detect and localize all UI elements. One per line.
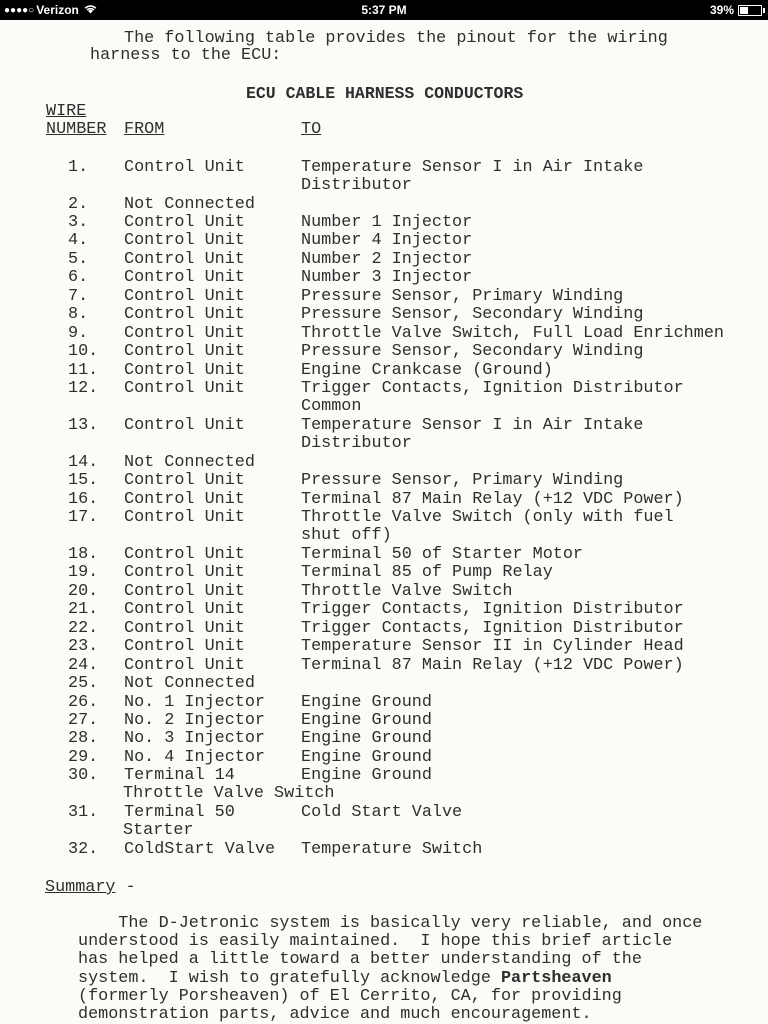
wire-number: 3. (68, 213, 89, 232)
wire-to: Terminal 50 of Starter Motor (301, 545, 583, 564)
para-line-3: has helped a little toward a better understanding of the (78, 950, 642, 970)
wire-to: Temperature Sensor II in Cylinder Head (301, 637, 684, 656)
wire-number: 11. (68, 361, 99, 380)
wire-from: Control Unit (124, 268, 245, 287)
header-number: NUMBER (46, 120, 107, 139)
wire-to: Trigger Contacts, Ignition Distributor (301, 619, 684, 638)
wire-from: No. 2 Injector (124, 711, 265, 730)
wire-to: Pressure Sensor, Primary Winding (301, 287, 624, 306)
partsheaven-bold: Partsheaven (500, 968, 612, 988)
wire-number: 14. (68, 453, 99, 472)
summary-dash: - (115, 878, 136, 897)
wire-to-continued: Common (301, 397, 362, 416)
wire-from: Control Unit (124, 600, 245, 619)
wire-from: Control Unit (124, 563, 245, 582)
header-from: FROM (124, 120, 165, 139)
wire-number: 15. (68, 471, 99, 490)
para-line-1: The D-Jetronic system is basically very reliable, and once (78, 914, 703, 933)
wire-from: No. 3 Injector (124, 729, 265, 748)
para-line-4: system. I wish to gratefully acknowledge (78, 968, 501, 988)
summary-title: Summary (45, 878, 116, 897)
para-line-6: demonstration parts, advice and much encouragement. (78, 1005, 592, 1024)
summary-paragraph (78, 915, 702, 1024)
wire-number: 12. (68, 379, 99, 398)
wire-to: Cold Start Valve (301, 803, 463, 822)
wire-from: Control Unit (124, 379, 245, 398)
wire-to: Temperature Sensor I in Air Intake (301, 416, 644, 435)
wire-to: Terminal 87 Main Relay (+12 VDC Power) (301, 490, 684, 509)
wire-to: Terminal 85 of Pump Relay (301, 563, 553, 582)
wire-number: 7. (68, 287, 89, 306)
wire-number: 2. (68, 195, 89, 214)
wire-to: Engine Crankcase (Ground) (301, 361, 553, 380)
wire-from: Control Unit (124, 637, 245, 656)
wire-to: Engine Ground (301, 711, 432, 730)
wire-from: Terminal 50 (124, 803, 235, 822)
wire-to: Trigger Contacts, Ignition Distributor (301, 600, 684, 619)
wire-number: 26. (68, 693, 99, 712)
wire-number: 17. (68, 508, 99, 527)
wire-from: Control Unit (124, 582, 245, 601)
wire-number: 30. (68, 766, 99, 785)
wire-from: Control Unit (124, 342, 245, 361)
wire-to: Temperature Switch (301, 840, 483, 859)
wire-to: Throttle Valve Switch, Full Load Enrichmen (301, 324, 724, 343)
wire-from: Control Unit (124, 490, 245, 509)
wire-to: Throttle Valve Switch (301, 582, 513, 601)
wire-number: 32. (68, 840, 99, 859)
battery-percent: 39% (709, 3, 734, 17)
wire-to-continued: shut off) (301, 526, 392, 545)
wire-number: 18. (68, 545, 99, 564)
wire-number: 19. (68, 563, 99, 582)
wire-from: Control Unit (124, 324, 245, 343)
wire-to-continued: Distributor (301, 434, 412, 453)
intro-line-2: harness to the ECU: (90, 46, 282, 65)
wire-number: 16. (68, 490, 99, 509)
wire-number: 4. (68, 231, 89, 250)
wire-from: Control Unit (124, 158, 245, 177)
wire-from: Control Unit (124, 250, 245, 269)
wire-from: No. 1 Injector (124, 693, 265, 712)
summary-heading (45, 879, 136, 897)
wire-from: Terminal 14 (124, 766, 235, 785)
para-line-2: understood is easily maintained. I hope this brief article (78, 932, 673, 952)
wire-from: Not Connected (124, 453, 255, 472)
wire-to: Number 3 Injector (301, 268, 473, 287)
wire-to: Trigger Contacts, Ignition Distributor (301, 379, 684, 398)
wire-to: Pressure Sensor, Secondary Winding (301, 342, 644, 361)
carrier-name: Verizon (36, 3, 79, 17)
wire-to-continued: Distributor (301, 176, 412, 195)
intro-line-1: The following table provides the pinout for the wiring (124, 29, 668, 48)
signal-strength-icon: ●●●●○ (4, 4, 35, 16)
header-wire: WIRE (46, 102, 87, 121)
wire-to: Engine Ground (301, 748, 432, 767)
wire-to: Engine Ground (301, 729, 432, 748)
wire-from: Control Unit (124, 287, 245, 306)
wire-from: Control Unit (124, 619, 245, 638)
wire-number: 9. (68, 324, 89, 343)
wire-from: Not Connected (124, 674, 255, 693)
wire-to: Terminal 87 Main Relay (+12 VDC Power) (301, 656, 684, 675)
wire-from: Not Connected (124, 195, 255, 214)
wire-from: No. 4 Injector (124, 748, 265, 767)
wire-to: Engine Ground (301, 766, 432, 785)
wire-number: 8. (68, 305, 89, 324)
header-to: TO (301, 120, 322, 139)
wire-from: ColdStart Valve (124, 840, 276, 859)
wire-from: Control Unit (124, 471, 245, 490)
wire-number: 25. (68, 674, 99, 693)
wire-to: Number 1 Injector (301, 213, 473, 232)
wire-number: 21. (68, 600, 99, 619)
wire-number: 13. (68, 416, 99, 435)
wire-to: Temperature Sensor I in Air Intake (301, 158, 644, 177)
wire-to: Engine Ground (301, 693, 432, 712)
wire-from: Control Unit (124, 231, 245, 250)
wire-number: 5. (68, 250, 89, 269)
wire-to: Throttle Valve Switch (only with fuel (301, 508, 674, 527)
wire-to: Pressure Sensor, Secondary Winding (301, 305, 644, 324)
wire-number: 27. (68, 711, 99, 730)
wire-number: 10. (68, 342, 99, 361)
wire-to: Number 4 Injector (301, 231, 473, 250)
clock: 5:37 PM (361, 3, 407, 17)
wire-number: 28. (68, 729, 99, 748)
para-line-5: (formerly Porsheaven) of El Cerrito, CA, for providing (78, 986, 622, 1006)
wire-from-continued: Throttle Valve Switch (123, 784, 335, 803)
wire-from: Control Unit (124, 305, 245, 324)
wire-number: 31. (68, 803, 99, 822)
wire-from: Control Unit (124, 656, 245, 675)
wire-from-continued: Starter (123, 821, 194, 840)
wire-from: Control Unit (124, 213, 245, 232)
wire-from: Control Unit (124, 361, 245, 380)
wire-from: Control Unit (124, 545, 245, 564)
wire-from: Control Unit (124, 508, 245, 527)
wire-number: 23. (68, 637, 99, 656)
wire-from: Control Unit (124, 416, 245, 435)
wire-number: 20. (68, 582, 99, 601)
wire-to: Pressure Sensor, Primary Winding (301, 471, 624, 490)
table-title: ECU CABLE HARNESS CONDUCTORS (246, 84, 524, 103)
wire-number: 22. (68, 619, 99, 638)
wire-number: 1. (68, 158, 89, 177)
wire-number: 29. (68, 748, 99, 767)
wire-number: 6. (68, 268, 89, 287)
wire-number: 24. (68, 656, 99, 675)
wire-to: Number 2 Injector (301, 250, 473, 269)
